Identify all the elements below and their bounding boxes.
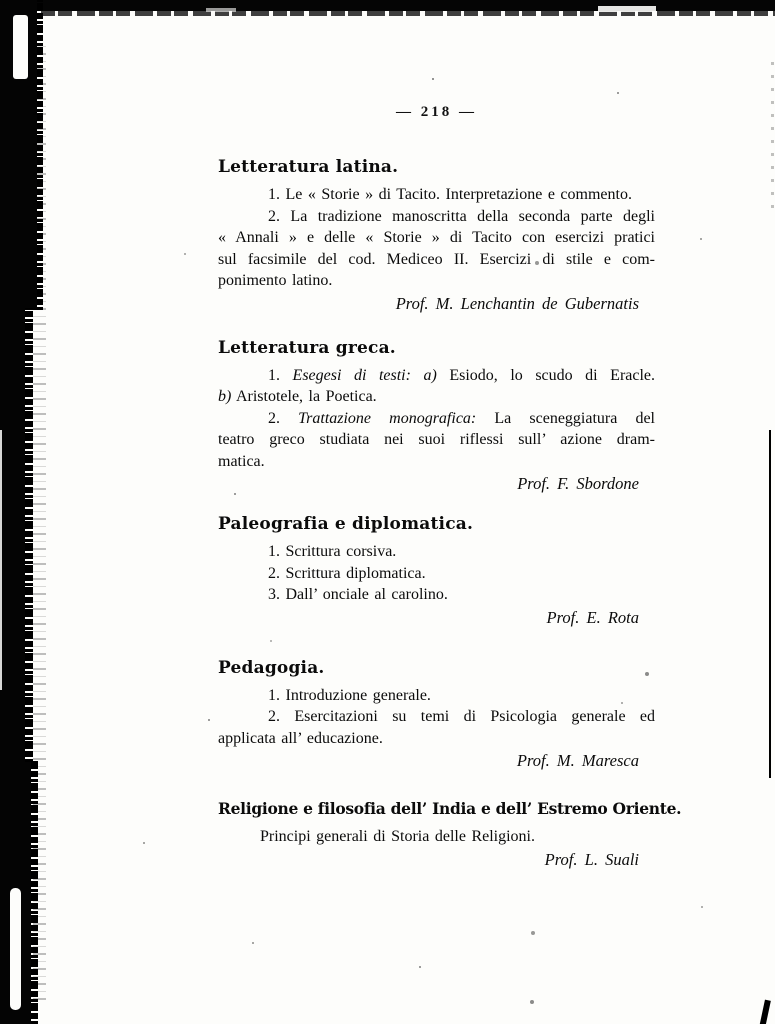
section-title: Paleografia e diplomatica. <box>218 514 474 534</box>
paragraph <box>218 685 655 707</box>
text-line: 3. Dall’ onciale al carolino. <box>268 586 448 603</box>
scan-right-edge-line <box>769 430 771 778</box>
text-line: 2. Trattazione monografica: La sceneggiatura del <box>268 409 656 427</box>
scan-bottom-right-mark <box>759 1000 771 1024</box>
scan-binding-edge <box>0 308 25 762</box>
text-line: 1. Esegesi di testi: a) Esiodo, lo scudo di Eracle. <box>268 366 656 384</box>
paragraph <box>218 184 655 206</box>
text-line: Principi generali di Storia delle Religioni. <box>260 828 535 845</box>
scan-binding-speckle <box>33 40 46 1000</box>
page-content <box>218 0 682 870</box>
section-body <box>218 365 655 473</box>
section-title: Religione e filosofia dell’ India e dell’ Estremo Oriente. <box>218 799 682 818</box>
text-line: 1. Introduzione generale. <box>268 686 431 704</box>
paragraph <box>218 206 655 292</box>
paragraph <box>218 408 655 473</box>
section-title: Pedagogia. <box>218 657 325 678</box>
text-line: 2. La tradizione manoscritta della seconda parte degli <box>268 207 655 225</box>
course-section <box>218 797 682 870</box>
paragraph <box>218 584 655 606</box>
paragraph <box>218 706 655 749</box>
text-line: sul facsimile del cod. Mediceo II. Esercizi di stile e com- <box>218 250 655 268</box>
text-line: « Annali » e delle « Storie » di Tacito con esercizi pratici <box>218 229 655 246</box>
paragraph <box>218 826 655 848</box>
text-line: 1. Scrittura corsiva. <box>268 543 397 560</box>
scan-binding-white-sliver <box>0 430 2 690</box>
paragraph <box>218 365 655 408</box>
page-number: — 218 — <box>396 104 477 120</box>
scan-binding-white-streak <box>10 888 21 1010</box>
text-line: teatro greco studiata nei suoi riflessi sull’ azione dram- <box>218 431 655 448</box>
professor-signature: Prof. M. Lenchantin de Gubernatis <box>395 293 639 313</box>
professor-signature: Prof. F. Sbordone <box>517 474 639 493</box>
course-section <box>218 155 655 314</box>
text-line: applicata all’ educazione. <box>218 729 383 747</box>
professor-signature: Prof. M. Maresca <box>516 751 639 770</box>
text-line: ponimento latino. <box>218 272 333 289</box>
professor-signature: Prof. L. Suali <box>544 849 639 869</box>
section-title: Letteratura latina. <box>218 157 399 177</box>
paragraph <box>218 541 655 563</box>
section-body <box>218 826 655 848</box>
course-section <box>218 336 655 495</box>
scan-binding-rough-edge <box>25 308 33 762</box>
course-section <box>218 512 655 628</box>
professor-signature: Prof. E. Rota <box>546 607 639 627</box>
paragraph <box>218 563 655 585</box>
sections <box>218 155 682 870</box>
scan-right-edge-dashes <box>771 58 774 208</box>
section-title: Letteratura greca. <box>218 337 396 358</box>
section-body <box>218 184 655 292</box>
section-body <box>218 685 655 750</box>
section-body <box>218 541 655 606</box>
text-line: matica. <box>218 452 265 470</box>
scan-binding-white-notch <box>13 15 28 79</box>
course-section <box>218 656 655 772</box>
text-line: b) Aristotele, la Poetica. <box>218 388 377 405</box>
text-line: 2. Scrittura diplomatica. <box>268 564 426 582</box>
text-line: 1. Le « Storie » di Tacito. Interpretazione e commento. <box>268 186 632 203</box>
text-line: 2. Esercitazioni su temi di Psicologia generale ed <box>268 708 655 725</box>
